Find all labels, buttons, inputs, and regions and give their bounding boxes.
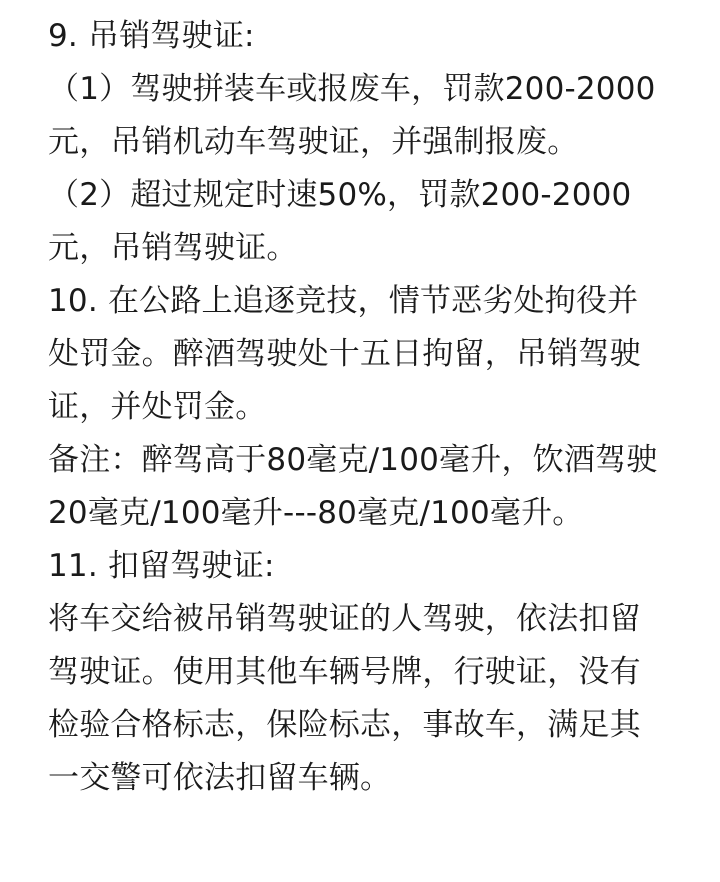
note-line-1: 备注：醉驾高于80毫克/100毫升，饮酒驾驶: [48, 442, 658, 478]
section-9-item-2-line-1: （2）超过规定时速50%，罚款200-2000: [48, 177, 632, 213]
section-10-line-3: 证，并处罚金。: [48, 389, 267, 425]
section-11-line-1: 将车交给被吊销驾驶证的人驾驶，依法扣留: [48, 601, 641, 637]
section-9-item-2-line-2: 元，吊销驾驶证。: [48, 230, 298, 266]
section-11-line-2: 驾驶证。使用其他车辆号牌，行驶证，没有: [48, 654, 641, 690]
section-11-line-4: 一交警可依法扣留车辆。: [48, 760, 392, 796]
section-9-item-1-line-2: 元，吊销机动车驾驶证，并强制报废。: [48, 124, 579, 160]
section-11-line-3: 检验合格标志，保险标志，事故车，满足其: [48, 707, 641, 743]
note-line-2: 20毫克/100毫升---80毫克/100毫升。: [48, 495, 584, 531]
section-9-heading: 9. 吊销驾驶证:: [48, 18, 255, 54]
section-10-line-2: 处罚金。醉酒驾驶处十五日拘留，吊销驾驶: [48, 336, 641, 372]
section-9-item-1-line-1: （1）驾驶拼装车或报废车，罚款200-2000: [48, 71, 656, 107]
document-body: [48, 10, 688, 805]
section-11-heading: 11. 扣留驾驶证:: [48, 548, 275, 584]
section-10-line-1: 10. 在公路上追逐竞技，情节恶劣处拘役并: [48, 283, 639, 319]
